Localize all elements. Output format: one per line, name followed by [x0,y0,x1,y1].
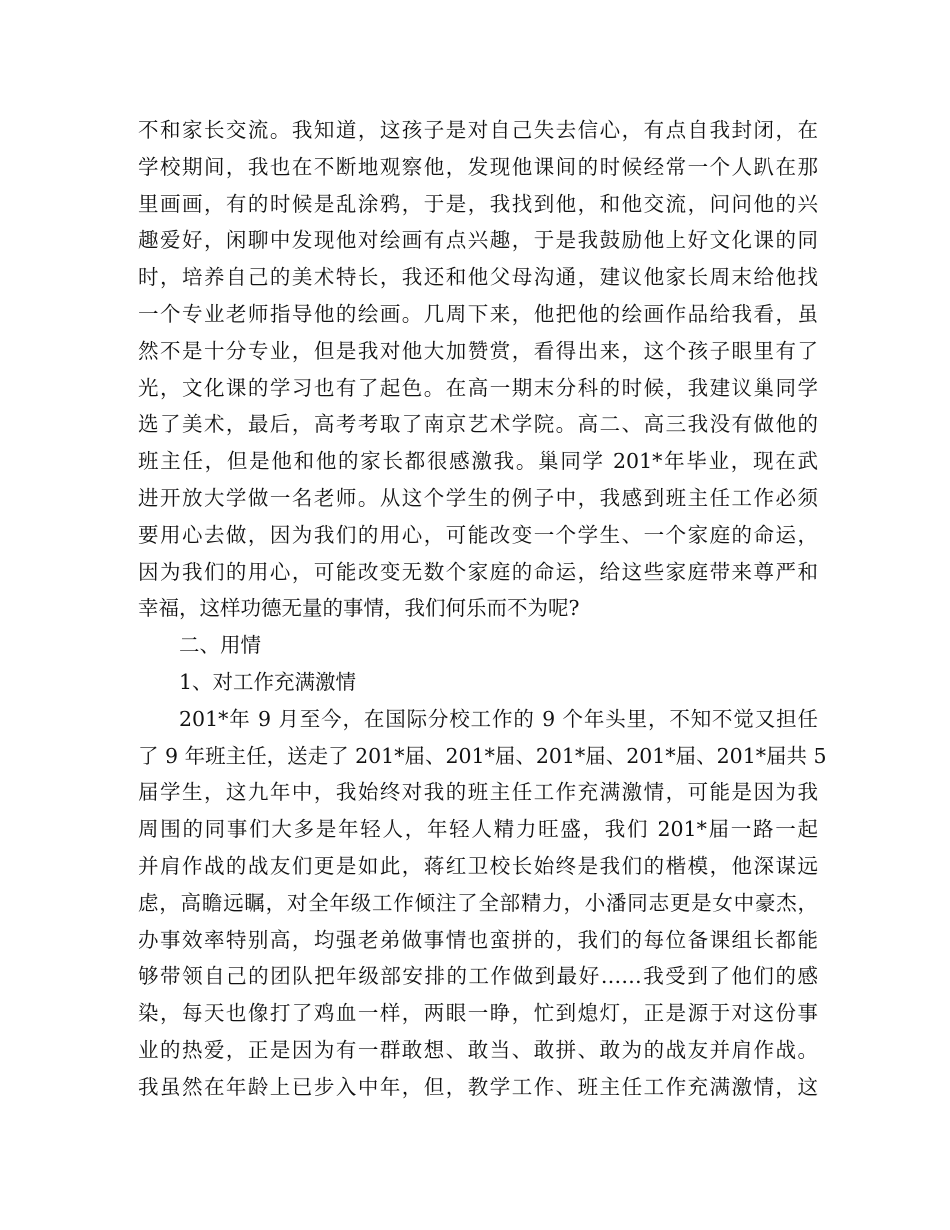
text-line: 了 9 年班主任，送走了 201*届、201*届、201*届、201*届、201*届共 5 [138,743,827,768]
text-line: 因为我们的用心，可能改变无数个家庭的命运，给这些家庭带来尊严和 [138,559,818,584]
text-line: 1、对工作充满激情 [179,669,357,694]
text-line: 我虽然在年龄上已步入中年，但，教学工作、班主任工作充满激情，这 [138,1074,818,1099]
text-line: 二、用情 [179,633,261,658]
text-line: 班主任，但是他和他的家长都很感激我。巢同学 201*年毕业，现在武 [138,449,818,474]
text-line: 染，每天也像打了鸡血一样，两眼一睁，忙到熄灯，正是源于对这份事 [138,1001,818,1026]
text-line: 选了美术，最后，高考考取了南京艺术学院。高二、高三我没有做他的 [138,412,818,437]
text-line: 光，文化课的学习也有了起色。在高一期末分科的时候，我建议巢同学 [138,375,818,400]
text-line: 虑，高瞻远瞩，对全年级工作倾注了全部精力，小潘同志更是女中豪杰， [138,890,818,915]
text-line: 届学生，这九年中，我始终对我的班主任工作充满激情，可能是因为我 [138,780,818,805]
text-line: 业的热爱，正是因为有一群敢想、敢当、敢拼、敢为的战友并肩作战。 [138,1037,818,1062]
text-line: 201*年 9 月至今，在国际分校工作的 9 个年头里，不知不觉又担任 [179,706,818,731]
text-line: 并肩作战的战友们更是如此，蒋红卫校长始终是我们的楷模，他深谋远 [138,853,818,878]
text-line: 趣爱好，闲聊中发现他对绘画有点兴趣，于是我鼓励他上好文化课的同 [138,228,818,253]
text-line: 进开放大学做一名老师。从这个学生的例子中，我感到班主任工作必须 [138,485,818,510]
text-line: 然不是十分专业，但是我对他大加赞赏，看得出来，这个孩子眼里有了 [138,338,818,363]
text-line: 要用心去做，因为我们的用心，可能改变一个学生、一个家庭的命运， [138,522,818,547]
text-line: 够带领自己的团队把年级部安排的工作做到最好……我受到了他们的感 [138,964,818,989]
text-line: 时，培养自己的美术特长，我还和他父母沟通，建议他家长周末给他找 [138,265,818,290]
text-line: 不和家长交流。我知道，这孩子是对自己失去信心，有点自我封闭，在 [138,118,818,142]
text-line: 里画画，有的时候是乱涂鸦，于是，我找到他，和他交流，问问他的兴 [138,191,818,216]
body-text [138,112,827,1106]
text-line: 一个专业老师指导他的绘画。几周下来，他把他的绘画作品给我看，虽 [138,301,818,326]
text-line: 学校期间，我也在不断地观察他，发现他课间的时候经常一个人趴在那 [138,154,818,179]
text-line: 周围的同事们大多是年轻人，年轻人精力旺盛，我们 201*届一路一起 [138,817,818,842]
text-line: 幸福，这样功德无量的事情，我们何乐而不为呢? [138,596,580,621]
text-line: 办事效率特别高，均强老弟做事情也蛮拼的，我们的每位备课组长都能 [138,927,818,952]
